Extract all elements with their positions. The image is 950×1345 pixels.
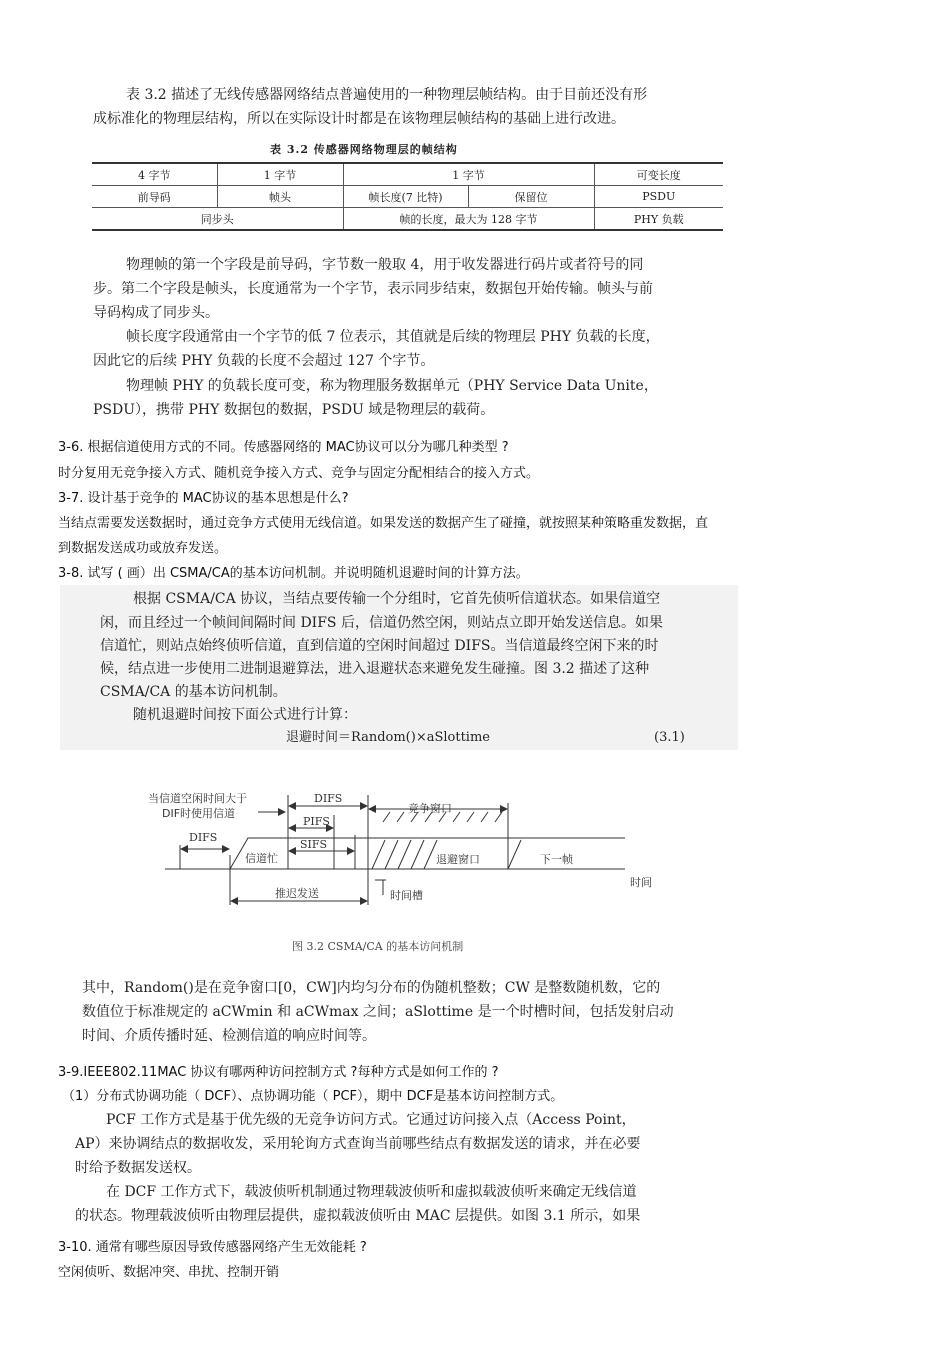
explain-line-2: 数值位于标准规定的 aCWmin 和 aCWmax 之间；aSlottime 是一个时槽时间，包括发射启动 [82, 1004, 674, 1020]
para2-line-1: 帧长度字段通常由一个字节的低 7 位表示，其值就是后续的物理层 PHY 负载的长度， [126, 329, 660, 345]
intro-line-2: 成标准化的物理层结构，所以在实际设计时都是在该物理层帧结构的基础上进行改进。 [93, 111, 625, 127]
para1-line-2: 步。第二个字段是帧头，长度通常为一个字节，表示同步结束，数据包开始传输。帧头与前 [93, 281, 653, 297]
table-caption: 表 3.2 传感器网络物理层的帧结构 [270, 143, 458, 156]
table-cell: 同步头 [92, 208, 343, 231]
answer-3-7-line-1: 当结点需要发送数据时，通过竞争方式使用无线信道。如果发送的数据产生了碰撞，就按照某种策略重发数据，直 [58, 516, 709, 531]
table-cell: 1 字节 [343, 163, 594, 186]
dcf-line-2: 的状态。物理载波侦听由物理层提供，虚拟载波侦听由 MAC 层提供。如图 3.1 所示，如果 [75, 1208, 641, 1224]
question-3-7: 3-7. 设计基于竞争的 MAC协议的基本思想是什么? [58, 491, 349, 506]
answer-3-10: 空闲侦听、数据冲突、串扰、控制开销 [58, 1265, 280, 1280]
answer-3-9: （1）分布式协调功能（ DCF）、点协调功能（ PCF），期中 DCF是基本访问控制方式。 [62, 1089, 564, 1104]
table-cell: 1 字节 [217, 163, 343, 186]
difs-left-label: DIFS [189, 831, 218, 844]
para1-line-3: 导码构成了同步头。 [93, 305, 219, 321]
question-3-6: 3-6. 根据信道使用方式的不同。传感器网络的 MAC协议可以分为哪几种类型 ? [58, 440, 509, 455]
table-cell: 帧头 [217, 186, 343, 208]
time-axis-label: 时间 [630, 876, 652, 889]
csma-line-5: CSMA/CA 的基本访问机制。 [100, 684, 287, 700]
difs-top-label: DIFS [314, 792, 343, 805]
table-cell: 帧的长度，最大为 128 字节 [343, 208, 594, 231]
table-cell: 帧长度(7 比特) [343, 186, 468, 208]
figure-note-line-2: DIF时使用信道 [162, 807, 236, 820]
explain-line-3: 时间、介质传播时延、检测信道的响应时间等。 [82, 1028, 376, 1044]
defer-label: 推迟发送 [275, 887, 319, 900]
dcf-line-1: 在 DCF 工作方式下，载波侦听机制通过物理载波侦听和虚拟载波侦听来确定无线信道 [106, 1184, 637, 1200]
figure-note [148, 791, 247, 821]
csma-line-3: 信道忙，则站点始终侦听信道，直到信道的空闲时间超过 DIFS。当信道最终空闲下来的时 [100, 638, 659, 654]
next-frame-label: 下一帧 [540, 853, 573, 866]
csma-line-1: 根据 CSMA/CA 协议，当结点要传输一个分组时，它首先侦听信道状态。如果信道空 [133, 591, 661, 607]
para3-line-1: 物理帧 PHY 的负载长度可变，称为物理服务数据单元（PHY Service Data Unite， [126, 378, 658, 394]
answer-3-6: 时分复用无竞争接入方式、随机竞争接入方式、竞争与固定分配相结合的接入方式。 [58, 466, 540, 481]
explain-line-1: 其中，Random()是在竞争窗口[0，CW]内均匀分布的伪随机整数；CW 是整数随机数，它的 [82, 980, 661, 996]
pcf-line-1: PCF 工作方式是基于优先级的无竞争访问方式。它通过访问接入点（Access Point， [106, 1112, 636, 1128]
csma-line-6: 随机退避时间按下面公式进行计算： [133, 707, 357, 723]
contention-window-label: 竞争窗口 [408, 802, 452, 815]
equation-number: (3.1) [654, 730, 685, 745]
para3-line-2: PSDU），携带 PHY 数据包的数据，PSDU 域是物理层的载荷。 [93, 402, 495, 418]
table-cell: 保留位 [468, 186, 594, 208]
table-cell: 4 字节 [92, 163, 217, 186]
figure-note-line-1: 当信道空闲时间大于 [148, 792, 247, 805]
sifs-label: SIFS [300, 838, 328, 851]
pcf-line-3: 时给予数据发送权。 [75, 1160, 201, 1176]
csma-line-2: 闲，而且经过一个帧间间隔时间 DIFS 后，信道仍然空闲，则站点立即开始发送信息。如果 [100, 615, 663, 631]
table-cell: PSDU [594, 186, 723, 208]
para1-line-1: 物理帧的第一个字段是前导码，字节数一般取 4，用于收发器进行码片或者符号的同 [126, 257, 644, 273]
time-slot-label: 时间槽 [390, 889, 423, 902]
pcf-line-2: AP）来协调结点的数据收发，采用轮询方式查询当前哪些结点有数据发送的请求，并在必要 [75, 1136, 641, 1152]
question-3-10: 3-10. 通常有哪些原因导致传感器网络产生无效能耗 ? [58, 1240, 367, 1255]
question-3-9: 3-9.IEEE802.11MAC 协议有哪两种访问控制方式 ?每种方式是如何工作的 ? [58, 1065, 499, 1080]
busy-channel-label: 信道忙 [245, 852, 278, 865]
figure-caption: 图 3.2 CSMA/CA 的基本访问机制 [292, 940, 464, 953]
para2-line-2: 因此它的后续 PHY 负载的长度不会超过 127 个字节。 [93, 353, 435, 369]
backoff-window-label: 退避窗口 [436, 853, 480, 866]
backoff-formula: 退避时间＝Random()×aSlottime [286, 730, 490, 745]
csma-line-4: 候，结点进一步使用二进制退避算法，进入退避状态来避免发生碰撞。图 3.2 描述了这种 [100, 661, 650, 677]
question-3-8: 3-8. 试写 ( 画）出 CSMA/CA的基本访问机制。并说明随机退避时间的计算方法。 [58, 566, 529, 581]
pifs-label: PIFS [303, 815, 330, 828]
intro-line-1: 表 3.2 描述了无线传感器网络结点普遍使用的一种物理层帧结构。由于目前还没有形 [126, 87, 648, 103]
table-cell: 可变长度 [594, 163, 723, 186]
answer-3-7-line-2: 到数据发送成功或放弃发送。 [58, 541, 228, 556]
table-cell: PHY 负载 [594, 208, 723, 231]
table-cell: 前导码 [92, 186, 217, 208]
